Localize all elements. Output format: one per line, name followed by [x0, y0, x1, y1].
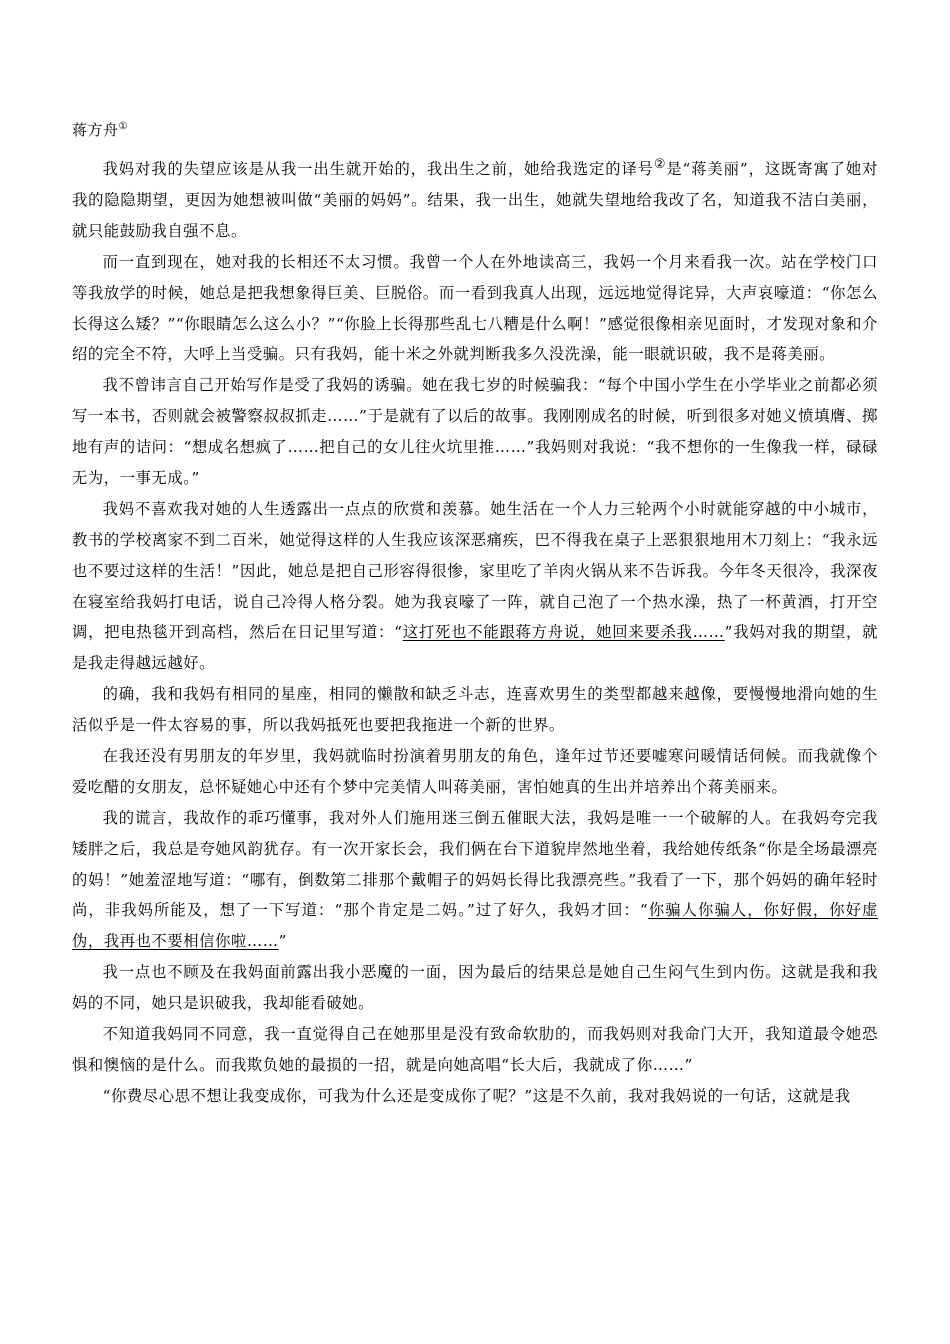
text-run: ”: [278, 932, 288, 951]
paragraph: [72, 1019, 878, 1081]
author-name: 蒋方舟: [72, 121, 119, 139]
text-run: 而一直到现在，她对我的长相还不太习惯。我曾一个人在外地读高三，我妈一个月来看我一次。站在学校门口等我放学的时候，她总是把我想象得巨美、巨脱俗。而一看到我真人出现，远远地觉得诧异，大声哀嚎道：“你怎么长得这么矮？”“你眼睛怎么这么小？”“你脸上长得那些乱七八糟是什么啊！”感觉很像相亲见面时，才发现对象和介绍的完全不符，大呼上当受骗。只有我妈，能十米之外就判断我多久没洗澡，能一眼就识破，我不是蒋美丽。: [72, 252, 878, 364]
paragraph: [72, 679, 878, 741]
text-run: 我的谎言，我故作的乖巧懂事，我对外人们施用迷三倒五催眠大法，我妈是唯一一个破解的人。在我妈夸完我矮胖之后，我总是夸她风韵犹存。有一次开家长会，我们俩在台下道貌岸然地坐着，我给她传纸条“你是全场最漂亮的妈！”她羞涩地写道：“哪有，倒数第二排那个戴帽子的妈妈长得比我漂亮些。”我看了一下，那个妈妈的确年轻时尚，非我妈所能及，想了一下写道：“那个肯定是二妈。”过了好久，我妈才回：“: [72, 808, 878, 920]
text-run: 的确，我和我妈有相同的星座，相同的懒散和缺乏斗志，连喜欢男生的类型都越来越像，要慢慢地滑向她的生活似乎是一件太容易的事，所以我妈抵死也要把我拖进一个新的世界。: [72, 685, 878, 735]
text-run: ”我妈对我的期望，就是我走得越远越好。: [72, 623, 878, 673]
paragraph: [72, 152, 878, 247]
paragraph: [72, 370, 878, 494]
footnote-marker: ②: [653, 157, 667, 172]
author-footnote-marker: ①: [118, 121, 128, 132]
paragraph: [72, 1081, 878, 1112]
author-byline: [72, 118, 878, 142]
text-run: 我一点也不顾及在我妈面前露出我小恶魔的一面，因为最后的结果总是她自己生闷气生到内伤。这就是我和我妈的不同，她只是识破我，我却能看破她。: [72, 963, 878, 1013]
text-run: 不知道我妈同不同意，我一直觉得自己在她那里是没有致命软肋的，而我妈则对我命门大开，我知道最令她恐惧和懊恼的是什么。而我欺负她的最损的一招，就是向她高唱“长大后，我就成了你……”: [72, 1025, 878, 1074]
text-run: 我妈对我的失望应该是从我一出生就开始的，我出生之前，她给我选定的译号: [102, 160, 654, 179]
paragraph: [72, 741, 878, 803]
text-run: “你费尽心思不想让我变成你，可我为什么还是变成你了呢？”这是不久前，我对我妈说的一句话，这就是我: [102, 1086, 851, 1105]
underlined-text: 这打死也不能跟蒋方舟说，她回来要杀我……: [402, 623, 725, 642]
paragraph: [72, 803, 878, 957]
text-run: 我不曾讳言自己开始写作是受了我妈的诱骗。她在我七岁的时候骗我：“每个中国小学生在小学毕业之前都必须写一本书，否则就会被警察叔叔抓走……”于是就有了以后的故事。我刚刚成名的时候，听到很多对她义愤填膺、掷地有声的诘问：“想成名想疯了……把自己的女儿往火坑里推……”我妈则对我说：“我不想你的一生像我一样，碌碌无为，一事无成。”: [72, 376, 878, 487]
text-run: 我妈不喜欢我对她的人生透露出一点点的欣赏和羡慕。她生活在一个人力三轮两个小时就能穿越的中小城市，教书的学校离家不到二百米，她觉得这样的人生我应该深恶痛疾，巴不得我在桌子上恶狠狠地用木刀刻上：“我永远也不要过这样的生活！”因此，她总是把自己形容得很惨，家里吃了羊肉火锅从来不告诉我。今年冬天很冷，我深夜在寝室给我妈打电话，说自己冷得人格分裂。她为我哀嚎了一阵，就自己泡了一个热水澡，热了一杯黄酒，打开空调，把电热毯开到高档，然后在日记里写道：“: [72, 499, 878, 642]
underlined-text: 你骗人你骗人，你好假，你好虚伪，我再也不要相信你啦……: [72, 901, 878, 951]
paragraph: [72, 494, 878, 679]
text-run: 是“蒋美丽”，这既寄寓了她对我的隐隐期望，更因为她想被叫做“美丽的妈妈”。结果，我一出生，她就失望地给我改了名，知道我不洁白美丽，就只能鼓励我自强不息。: [72, 160, 879, 240]
paragraph: [72, 957, 878, 1019]
document-body: [72, 152, 878, 1112]
paragraph: [72, 247, 878, 371]
text-run: 在我还没有男朋友的年岁里，我妈就临时扮演着男朋友的角色，逢年过节还要嘘寒问暖情话伺候。而我就像个爱吃醋的女朋友，总怀疑她心中还有个梦中完美情人叫蒋美丽，害怕她真的生出并培养出个蒋美丽来。: [72, 747, 878, 796]
